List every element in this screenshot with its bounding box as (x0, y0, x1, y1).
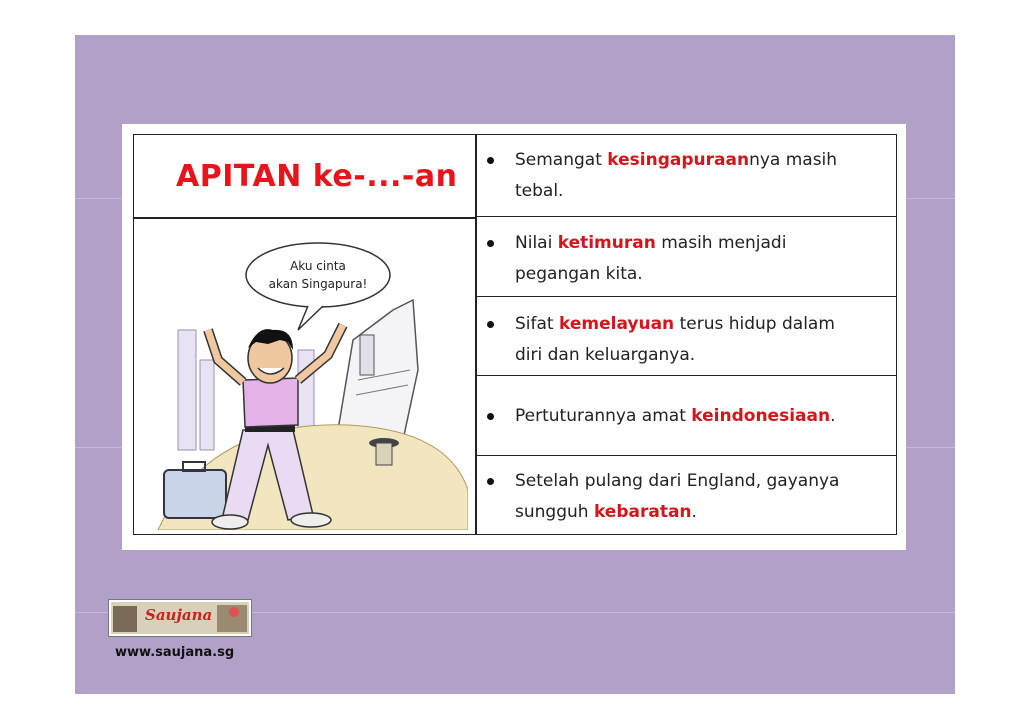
example-text (515, 466, 890, 528)
bullet-icon (487, 413, 494, 420)
example-row (477, 376, 896, 456)
example-text (515, 145, 890, 207)
keyword-highlight: kebaratan (593, 502, 692, 522)
example-line (515, 466, 890, 497)
example-line (515, 259, 890, 290)
example-line (515, 145, 890, 176)
example-text (515, 401, 890, 432)
sentence-text: Setelah pulang dari England, gayanya (515, 471, 840, 491)
sentence-text: diri dan keluarganya. (515, 345, 696, 365)
example-text (515, 228, 890, 290)
keyword-highlight: ketimuran (557, 233, 656, 253)
example-line (515, 228, 890, 259)
example-row (477, 135, 896, 217)
sentence-text: . (830, 406, 836, 426)
slide (75, 35, 955, 694)
logo-word: Saujana (145, 606, 213, 624)
sentence-text: Pertuturannya amat (515, 406, 692, 426)
keyword-highlight: keindonesiaan (691, 406, 831, 426)
example-text (515, 309, 890, 371)
sentence-text: Nilai (515, 233, 558, 253)
sentence-text: masih menjadi (655, 233, 787, 253)
sentence-text: nya masih (749, 150, 838, 170)
example-line (515, 401, 890, 432)
example-row (477, 297, 896, 376)
sentence-text: sungguh (515, 502, 594, 522)
example-row (477, 456, 896, 534)
slide-title: APITAN ke-...-an (176, 159, 458, 194)
grammar-table (133, 134, 897, 535)
sentence-text: terus hidup dalam (674, 314, 835, 334)
bullet-icon (487, 157, 494, 164)
bullet-icon (487, 478, 494, 485)
website-url: www.saujana.sg (115, 645, 235, 660)
bullet-icon (487, 321, 494, 328)
sentence-text: Sifat (515, 314, 559, 334)
sentence-text: pegangan kita. (515, 264, 643, 284)
sentence-text: Semangat (515, 150, 608, 170)
speech-line-2: akan Singapura! (268, 277, 368, 291)
keyword-highlight: kesingapuraan (607, 150, 750, 170)
example-line (515, 497, 890, 528)
cartoon-illustration (148, 230, 468, 530)
content-panel (122, 124, 906, 550)
sentence-text: tebal. (515, 181, 564, 201)
keyword-highlight: kemelayuan (559, 314, 675, 334)
sentence-text: . (691, 502, 697, 522)
example-line (515, 340, 890, 371)
bullet-icon (487, 240, 494, 247)
example-line (515, 309, 890, 340)
title-divider (134, 217, 475, 219)
example-line (515, 176, 890, 207)
speech-line-1: Aku cinta (290, 259, 346, 273)
saujana-logo (108, 599, 252, 637)
example-row (477, 217, 896, 297)
